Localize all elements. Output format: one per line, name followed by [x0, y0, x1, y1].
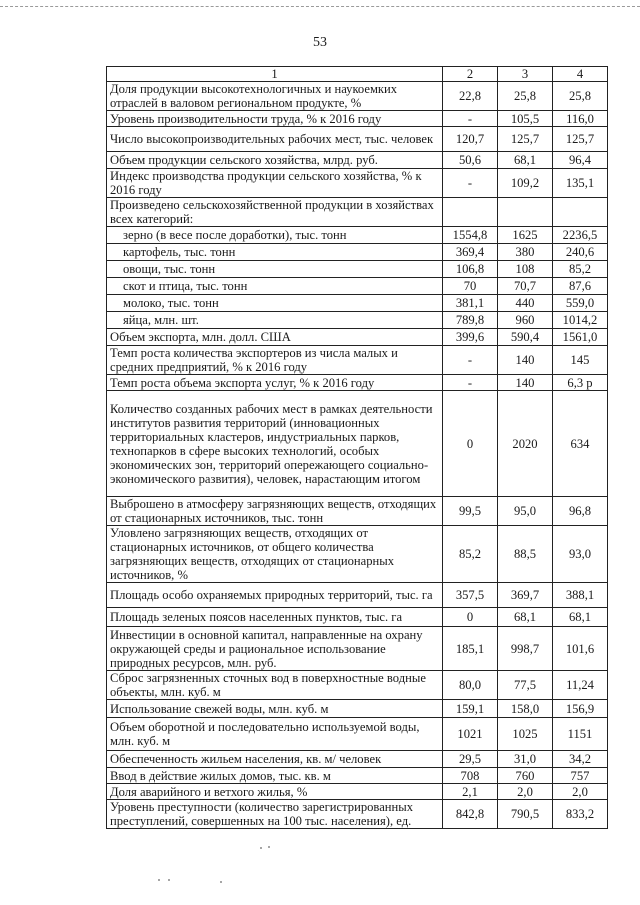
scan-edge — [0, 6, 640, 7]
value-col-4: 833,2 — [553, 800, 608, 829]
value-col-4: 757 — [553, 768, 608, 784]
value-col-3: 68,1 — [498, 608, 553, 627]
table-row — [107, 152, 608, 169]
row-label: Использование свежей воды, млн. куб. м — [107, 700, 443, 718]
value-col-3: 790,5 — [498, 800, 553, 829]
value-col-2: 85,2 — [443, 526, 498, 583]
value-col-2: 70 — [443, 278, 498, 295]
value-col-3: 25,8 — [498, 82, 553, 111]
table-row — [107, 768, 608, 784]
table-row — [107, 784, 608, 800]
value-col-3: 960 — [498, 312, 553, 329]
value-col-3: 109,2 — [498, 169, 553, 198]
value-col-4: 2236,5 — [553, 227, 608, 244]
value-col-3: 77,5 — [498, 671, 553, 700]
value-col-4: 240,6 — [553, 244, 608, 261]
table-row — [107, 169, 608, 198]
value-col-2: 159,1 — [443, 700, 498, 718]
row-label: яйца, млн. шт. — [107, 312, 443, 329]
value-col-4: 116,0 — [553, 111, 608, 127]
header-col-2: 2 — [443, 67, 498, 82]
table-row — [107, 295, 608, 312]
table-row — [107, 312, 608, 329]
value-col-2: 2,1 — [443, 784, 498, 800]
table-row — [107, 278, 608, 295]
row-label: Уловлено загрязняющих веществ, отходящих от стационарных источников, от общего количества загрязняющих веществ, отходящих от стационарных источников, % — [107, 526, 443, 583]
value-col-2: 185,1 — [443, 627, 498, 671]
row-label: Количество созданных рабочих мест в рамках деятельности институтов развития территорий (инновационных территориальных кластеров, индустриальных парков, технопарков в сфере высоких технологий, особых экономических зон, территорий опережающего социально-экономического развития), человек, нарастающим итогом — [107, 391, 443, 497]
table-row — [107, 497, 608, 526]
value-col-2: - — [443, 111, 498, 127]
table-row — [107, 391, 608, 497]
table-row — [107, 127, 608, 152]
row-label: Темп роста объема экспорта услуг, % к 2016 году — [107, 375, 443, 391]
value-col-4: 2,0 — [553, 784, 608, 800]
value-col-4: 68,1 — [553, 608, 608, 627]
table-row — [107, 82, 608, 111]
value-col-2: 708 — [443, 768, 498, 784]
row-label: Произведено сельскохозяйственной продукции в хозяйствах всех категорий: — [107, 198, 443, 227]
value-col-2: - — [443, 169, 498, 198]
value-col-4: 156,9 — [553, 700, 608, 718]
value-col-3: 760 — [498, 768, 553, 784]
value-col-4: 85,2 — [553, 261, 608, 278]
value-col-3: 31,0 — [498, 751, 553, 768]
value-col-4 — [553, 198, 608, 227]
row-label: Инвестиции в основной капитал, направленные на охрану окружающей среды и рациональное использование природных ресурсов, млн. руб. — [107, 627, 443, 671]
value-col-3: 440 — [498, 295, 553, 312]
row-label: Уровень преступности (количество зарегистрированных преступлений, совершенных на 100 тыс. населения), ед. — [107, 800, 443, 829]
value-col-3: 140 — [498, 375, 553, 391]
value-col-2: 357,5 — [443, 583, 498, 608]
value-col-4: 101,6 — [553, 627, 608, 671]
value-col-2: 1021 — [443, 718, 498, 751]
page-number: 53 — [313, 35, 327, 50]
row-label: Площадь особо охраняемых природных территорий, тыс. га — [107, 583, 443, 608]
table-row — [107, 227, 608, 244]
scan-marks — [228, 841, 288, 881]
table-row — [107, 671, 608, 700]
row-label: Ввод в действие жилых домов, тыс. кв. м — [107, 768, 443, 784]
header-col-1: 1 — [107, 67, 443, 82]
row-label: Число высокопроизводительных рабочих мест, тыс. человек — [107, 127, 443, 152]
table-header-row — [107, 67, 608, 82]
table-row — [107, 198, 608, 227]
table-row — [107, 718, 608, 751]
value-col-4: 1014,2 — [553, 312, 608, 329]
table-row — [107, 526, 608, 583]
row-label: Площадь зеленых поясов населенных пунктов, тыс. га — [107, 608, 443, 627]
table-row — [107, 751, 608, 768]
value-col-4: 1561,0 — [553, 329, 608, 346]
table-row — [107, 244, 608, 261]
value-col-3: 95,0 — [498, 497, 553, 526]
value-col-3: 2,0 — [498, 784, 553, 800]
value-col-3: 2020 — [498, 391, 553, 497]
value-col-2: 0 — [443, 391, 498, 497]
value-col-3: 380 — [498, 244, 553, 261]
value-col-3: 158,0 — [498, 700, 553, 718]
table-row — [107, 627, 608, 671]
value-col-3: 108 — [498, 261, 553, 278]
value-col-2: 80,0 — [443, 671, 498, 700]
value-col-3: 369,7 — [498, 583, 553, 608]
table-row — [107, 346, 608, 375]
header-col-4: 4 — [553, 67, 608, 82]
value-col-3: 140 — [498, 346, 553, 375]
row-label: молоко, тыс. тонн — [107, 295, 443, 312]
value-col-4: 388,1 — [553, 583, 608, 608]
row-label: Индекс производства продукции сельского хозяйства, % к 2016 году — [107, 169, 443, 198]
value-col-3: 105,5 — [498, 111, 553, 127]
value-col-3 — [498, 198, 553, 227]
value-col-3: 125,7 — [498, 127, 553, 152]
value-col-2: 106,8 — [443, 261, 498, 278]
value-col-3: 1625 — [498, 227, 553, 244]
value-col-2: - — [443, 346, 498, 375]
value-col-3: 88,5 — [498, 526, 553, 583]
value-col-2: 789,8 — [443, 312, 498, 329]
value-col-4: 145 — [553, 346, 608, 375]
value-col-4: 25,8 — [553, 82, 608, 111]
row-label: Темп роста количества экспортеров из числа малых и средних предприятий, % к 2016 году — [107, 346, 443, 375]
value-col-3: 590,4 — [498, 329, 553, 346]
row-label: Уровень производительности труда, % к 2016 году — [107, 111, 443, 127]
value-col-4: 559,0 — [553, 295, 608, 312]
value-col-4: 634 — [553, 391, 608, 497]
row-label: Сброс загрязненных сточных вод в поверхностные водные объекты, млн. куб. м — [107, 671, 443, 700]
value-col-2: 99,5 — [443, 497, 498, 526]
value-col-4: 6,3 р — [553, 375, 608, 391]
value-col-2: 399,6 — [443, 329, 498, 346]
value-col-2: - — [443, 375, 498, 391]
row-label: Обеспеченность жильем населения, кв. м/ человек — [107, 751, 443, 768]
value-col-4: 96,4 — [553, 152, 608, 169]
table-row — [107, 700, 608, 718]
value-col-3: 1025 — [498, 718, 553, 751]
table-row — [107, 375, 608, 391]
value-col-2: 1554,8 — [443, 227, 498, 244]
value-col-4: 93,0 — [553, 526, 608, 583]
value-col-2: 29,5 — [443, 751, 498, 768]
value-col-2: 50,6 — [443, 152, 498, 169]
row-label: картофель, тыс. тонн — [107, 244, 443, 261]
row-label: скот и птица, тыс. тонн — [107, 278, 443, 295]
row-label: Выброшено в атмосферу загрязняющих веществ, отходящих от стационарных источников, тыс. тонн — [107, 497, 443, 526]
value-col-2: 381,1 — [443, 295, 498, 312]
table-row — [107, 800, 608, 829]
table-row — [107, 261, 608, 278]
row-label: зерно (в весе после доработки), тыс. тонн — [107, 227, 443, 244]
value-col-4: 1151 — [553, 718, 608, 751]
row-label: Объем оборотной и последовательно используемой воды, млн. куб. м — [107, 718, 443, 751]
row-label: Доля аварийного и ветхого жилья, % — [107, 784, 443, 800]
value-col-4: 11,24 — [553, 671, 608, 700]
value-col-4: 125,7 — [553, 127, 608, 152]
row-label: Объем продукции сельского хозяйства, млрд. руб. — [107, 152, 443, 169]
table-row — [107, 583, 608, 608]
value-col-4: 135,1 — [553, 169, 608, 198]
value-col-2: 120,7 — [443, 127, 498, 152]
indicators-table — [106, 66, 608, 829]
value-col-4: 96,8 — [553, 497, 608, 526]
value-col-2: 0 — [443, 608, 498, 627]
table-row — [107, 111, 608, 127]
value-col-2: 22,8 — [443, 82, 498, 111]
value-col-3: 998,7 — [498, 627, 553, 671]
table-row — [107, 608, 608, 627]
value-col-3: 70,7 — [498, 278, 553, 295]
row-label: Доля продукции высокотехнологичных и наукоемких отраслей в валовом региональном продукте, % — [107, 82, 443, 111]
value-col-2: 369,4 — [443, 244, 498, 261]
row-label: овощи, тыс. тонн — [107, 261, 443, 278]
header-col-3: 3 — [498, 67, 553, 82]
value-col-2: 842,8 — [443, 800, 498, 829]
table-row — [107, 329, 608, 346]
value-col-2 — [443, 198, 498, 227]
value-col-4: 34,2 — [553, 751, 608, 768]
row-label: Объем экспорта, млн. долл. США — [107, 329, 443, 346]
value-col-3: 68,1 — [498, 152, 553, 169]
value-col-4: 87,6 — [553, 278, 608, 295]
